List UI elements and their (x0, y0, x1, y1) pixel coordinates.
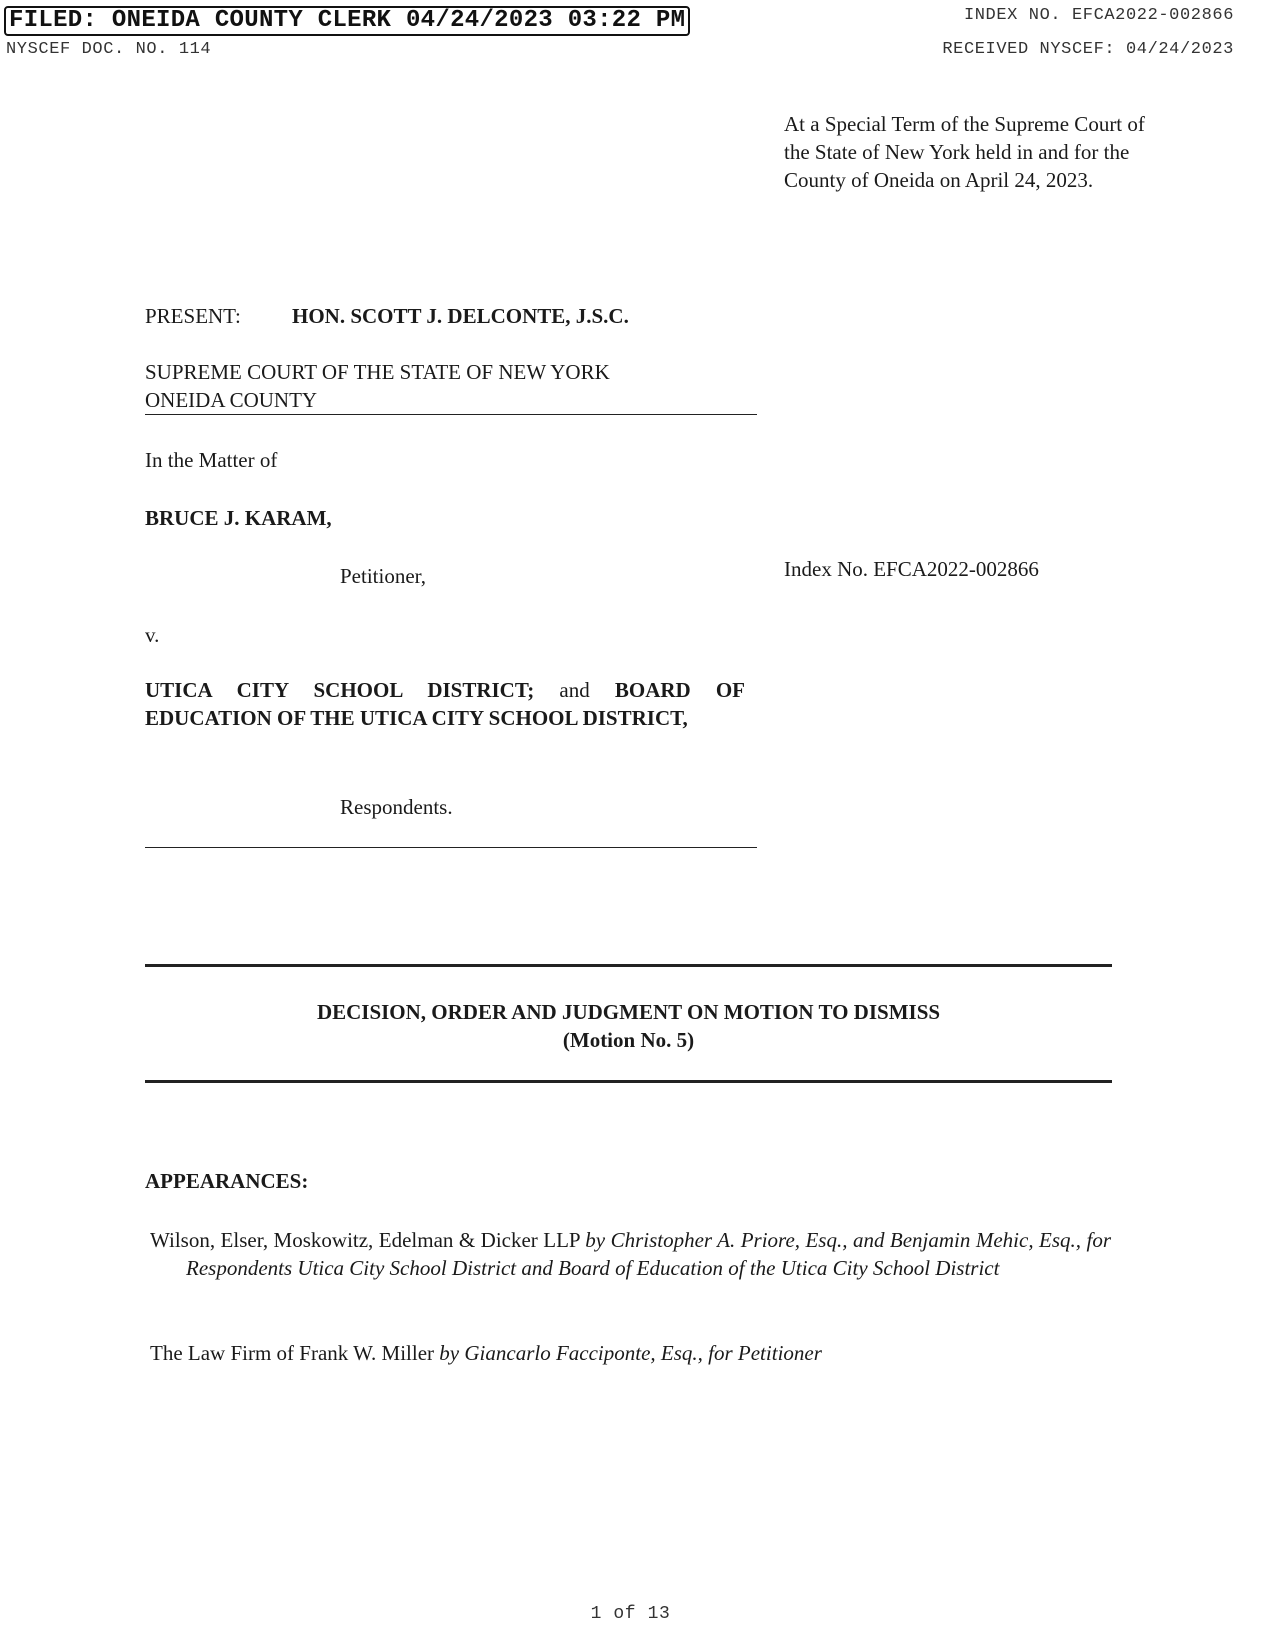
appearance-respondents (150, 1226, 1111, 1282)
appearances-heading: APPEARANCES: (145, 1169, 309, 1193)
caption-divider-top (145, 414, 757, 415)
page-number: 1 of 13 (590, 1604, 671, 1624)
versus: v. (145, 623, 160, 647)
appearance-detail: by Christopher A. Priore, Esq., and Benjamin Mehic, Esq., for Respondents Utica City School District and Board of Education of the Utica City School District (186, 1228, 1112, 1280)
title-rule-bottom (145, 1080, 1112, 1083)
title-rule-top (145, 964, 1112, 967)
appearance-firm: The Law Firm of Frank W. Miller (150, 1341, 435, 1365)
court-name-line2: ONEIDA COUNTY (145, 388, 318, 412)
court-name (145, 358, 757, 414)
index-number-caption: Index No. EFCA2022-002866 (784, 557, 1039, 581)
respondent-2: BOARD OF EDUCATION OF THE UTICA CITY SCHOOL DISTRICT, (145, 678, 745, 730)
in-the-matter-of: In the Matter of (145, 448, 278, 472)
presiding-judge: HON. SCOTT J. DELCONTE, J.S.C. (292, 304, 629, 328)
respondent-conjunction: and (559, 678, 590, 702)
petitioner-role: Petitioner, (340, 564, 427, 588)
respondents-role: Respondents. (340, 795, 453, 819)
respondents-names (145, 676, 745, 732)
appearance-petitioner (150, 1339, 1111, 1367)
court-name-line1: SUPREME COURT OF THE STATE OF NEW YORK (145, 360, 610, 384)
decision-title-line1: DECISION, ORDER AND JUDGMENT ON MOTION TO DISMISS (316, 1000, 941, 1024)
decision-title-line2: (Motion No. 5) (562, 1028, 695, 1052)
appearance-detail: by Giancarlo Facciponte, Esq., for Petitioner (439, 1341, 822, 1365)
caption-divider-bottom (145, 847, 757, 848)
received-date: RECEIVED NYSCEF: 04/24/2023 (942, 40, 1234, 59)
present-label: PRESENT: (145, 304, 241, 328)
filed-stamp: FILED: ONEIDA COUNTY CLERK 04/24/2023 03:22 PM (4, 6, 690, 36)
appearance-firm: Wilson, Elser, Moskowitz, Edelman & Dicker LLP (150, 1228, 580, 1252)
doc-number: NYSCEF DOC. NO. 114 (6, 40, 212, 59)
special-term-statement: At a Special Term of the Supreme Court of the State of New York held in and for the County of Oneida on April 24, 2023. (784, 112, 1145, 192)
decision-title (145, 998, 1112, 1054)
petitioner-name: BRUCE J. KARAM, (145, 506, 332, 530)
respondent-1: UTICA CITY SCHOOL DISTRICT; (145, 678, 535, 702)
index-number-header: INDEX NO. EFCA2022-002866 (963, 6, 1234, 25)
